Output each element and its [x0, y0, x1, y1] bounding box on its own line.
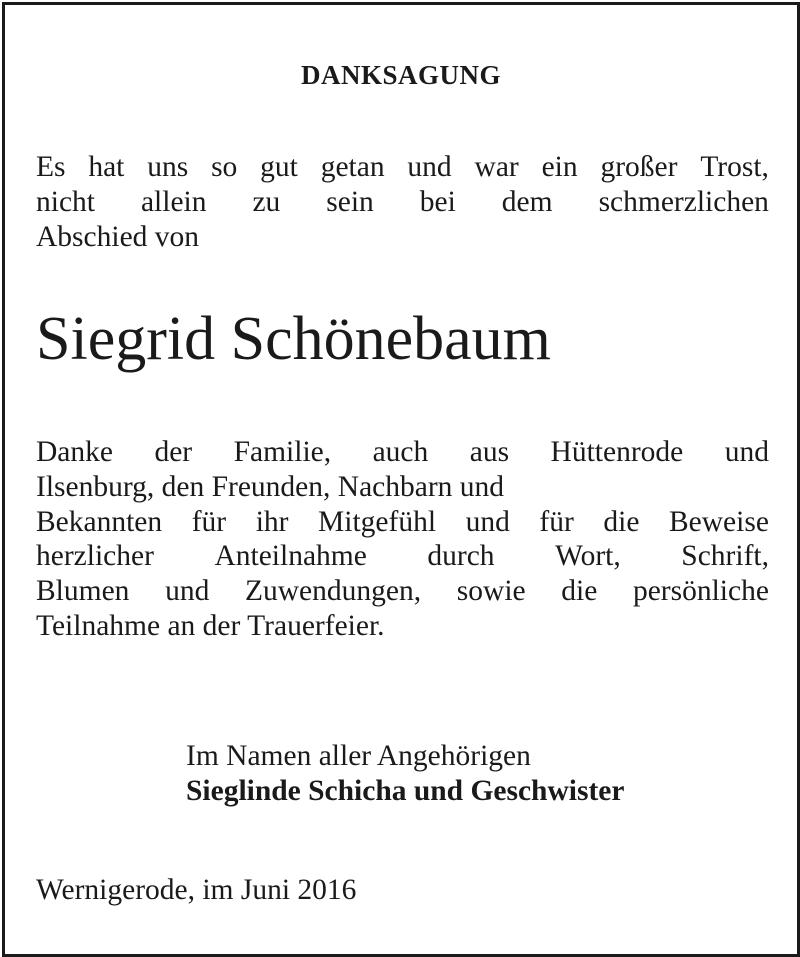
word: Familie,	[233, 436, 332, 468]
word: herzlicher	[36, 540, 154, 573]
word: ein	[541, 151, 578, 183]
thanks-paragraph	[36, 435, 769, 644]
word: sowie	[456, 575, 526, 608]
place-and-date: Wernigerode, im Juni 2016	[36, 874, 357, 906]
word: großer	[600, 151, 678, 183]
word: uns	[147, 151, 189, 183]
word: Schrift,	[681, 540, 769, 573]
word: und	[407, 151, 452, 183]
word: und	[165, 575, 210, 608]
word: durch	[427, 540, 495, 573]
word: Mitgefühl	[318, 505, 437, 538]
word: Hüttenrode	[550, 436, 684, 468]
word: Bekannten	[36, 505, 163, 538]
word: Blumen	[36, 575, 130, 608]
word: für	[191, 505, 227, 538]
word: die	[561, 575, 598, 608]
thanks-line-4	[36, 539, 769, 574]
word: nicht	[36, 185, 95, 218]
signature-block	[186, 739, 624, 809]
word: auch	[372, 436, 429, 468]
word: der	[154, 436, 193, 468]
word: so	[211, 151, 238, 183]
word: war	[474, 151, 519, 183]
word: Wort,	[555, 540, 621, 573]
word: und	[465, 505, 510, 538]
signature-intro: Im Namen aller Angehörigen	[186, 740, 531, 772]
thanks-line-3	[36, 505, 769, 540]
word: Trost,	[700, 151, 769, 183]
word: persönliche	[632, 575, 769, 608]
word: ihr	[255, 505, 289, 538]
word: hat	[88, 151, 125, 183]
word: die	[603, 505, 640, 538]
word: zu	[252, 185, 281, 218]
word: Es	[36, 151, 66, 183]
word: sein	[326, 185, 374, 218]
death-notice-frame	[2, 2, 800, 957]
word: Danke	[36, 436, 113, 468]
word: Anteilnahme	[214, 540, 367, 573]
notice-heading: DANKSAGUNG	[300, 60, 501, 90]
thanks-line-1	[36, 435, 769, 470]
intro-line-3: Abschied von	[36, 220, 200, 253]
thanks-line-5	[36, 574, 769, 609]
word: schmerzlichen	[598, 185, 769, 218]
word: für	[539, 505, 574, 538]
intro-line-2	[36, 185, 769, 220]
intro-paragraph	[36, 150, 769, 254]
word: dem	[501, 185, 553, 218]
word: aus	[469, 436, 510, 468]
word: Zuwendungen,	[244, 575, 422, 608]
deceased-name: Siegrid Schönebaum	[36, 305, 551, 373]
intro-line-1	[36, 150, 769, 185]
word: getan	[320, 151, 385, 183]
word: Beweise	[668, 505, 769, 538]
word: gut	[260, 151, 298, 183]
word: allein	[140, 185, 207, 218]
word: und	[724, 436, 769, 468]
signature-names: Sieglinde Schicha und Geschwister	[186, 775, 625, 807]
thanks-line-2: Ilsenburg, den Freunden, Nachbarn und	[36, 470, 505, 503]
word: bei	[419, 185, 456, 218]
thanks-line-6: Teilnahme an der Trauerfeier.	[36, 609, 385, 642]
